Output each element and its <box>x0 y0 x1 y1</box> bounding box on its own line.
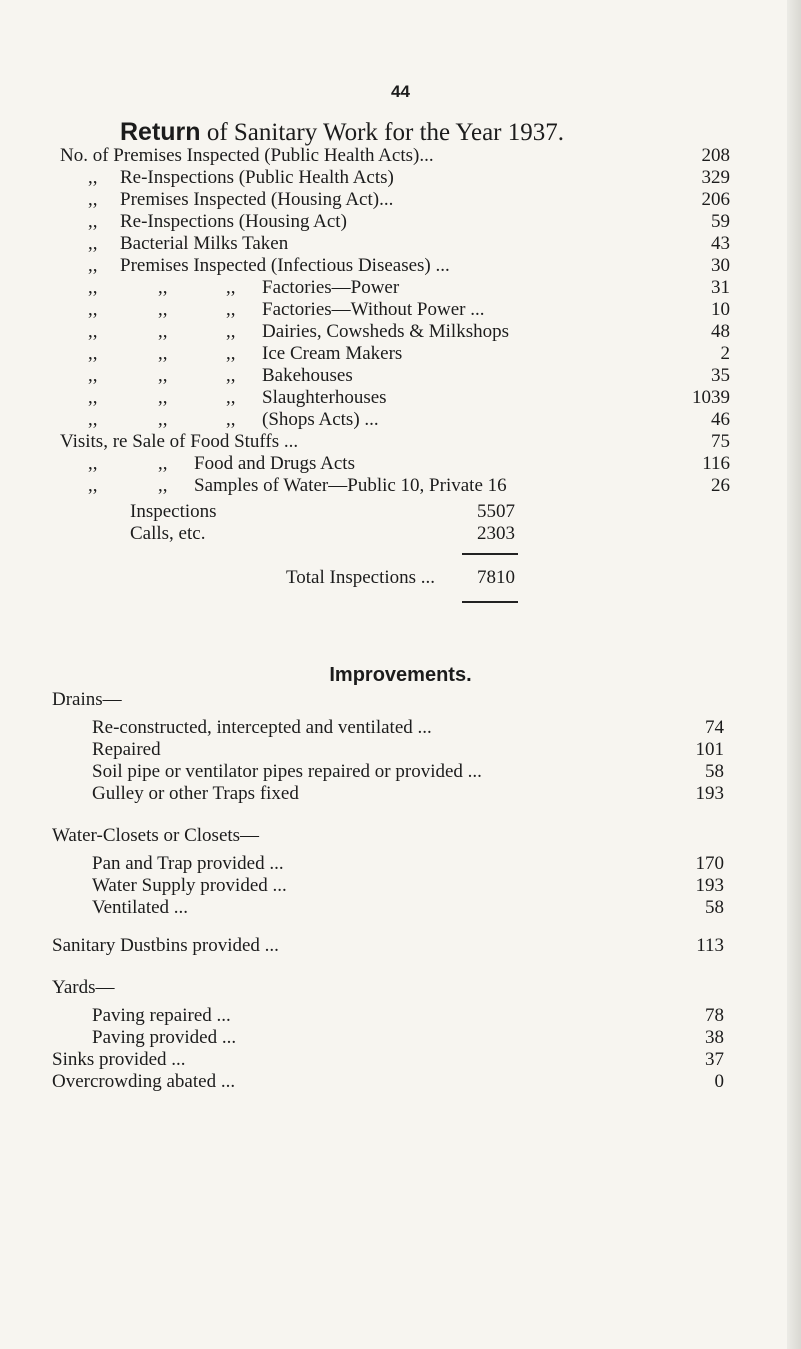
row-label: Ice Cream Makers <box>262 343 403 364</box>
item-label: Repaired <box>92 739 161 760</box>
table-row <box>60 167 730 189</box>
ditto-mark: ,, <box>88 321 98 342</box>
table-row <box>60 255 730 277</box>
table-row <box>60 343 730 365</box>
item-value: 58 <box>705 761 724 782</box>
ditto-mark: ,, <box>158 475 168 496</box>
total-row <box>286 567 515 589</box>
ditto-mark: ,, <box>158 409 168 430</box>
table-row <box>60 189 730 211</box>
ditto-mark: ,, <box>88 343 98 364</box>
item-label: Sinks provided ... <box>52 1049 186 1070</box>
item-value: 74 <box>705 717 724 738</box>
row-label: No. of Premises Inspected (Public Health Acts)... <box>60 145 434 166</box>
item-value: 101 <box>695 739 724 760</box>
row-value: 31 <box>711 277 730 298</box>
ditto-mark: ,, <box>158 321 168 342</box>
list-item <box>92 1027 724 1049</box>
total-rule <box>462 601 518 603</box>
ditto-mark: ,, <box>158 387 168 408</box>
row-value: 43 <box>711 233 730 254</box>
table-row <box>60 233 730 255</box>
ditto-mark: ,, <box>226 299 236 320</box>
item-value: 58 <box>705 897 724 918</box>
row-value: 46 <box>711 409 730 430</box>
list-item <box>92 853 724 875</box>
section-heading-yards: Yards— <box>52 977 115 998</box>
item-label: Overcrowding abated ... <box>52 1071 236 1092</box>
item-label: Sanitary Dustbins provided ... <box>52 935 279 956</box>
ditto-mark: ,, <box>88 475 98 496</box>
item-value: 193 <box>695 875 724 896</box>
total-value: 7810 <box>477 567 515 588</box>
item-value: 193 <box>695 783 724 804</box>
subtotal-value: 5507 <box>477 501 515 522</box>
ditto-mark: ,, <box>88 409 98 430</box>
item-value: 0 <box>714 1071 724 1092</box>
ditto-mark: ,, <box>88 167 98 188</box>
row-value: 10 <box>711 299 730 320</box>
item-value: 78 <box>705 1005 724 1026</box>
table-row <box>60 299 730 321</box>
table-row <box>60 321 730 343</box>
row-label: Factories—Power <box>262 277 400 298</box>
row-value: 48 <box>711 321 730 342</box>
ditto-mark: ,, <box>88 277 98 298</box>
table-row <box>60 409 730 431</box>
page-title <box>120 118 564 147</box>
title-part-2: of Sanitary Work for the Year 1937. <box>206 119 565 146</box>
list-item <box>52 1049 724 1071</box>
ditto-mark: ,, <box>88 365 98 386</box>
ditto-mark: ,, <box>226 365 236 386</box>
ditto-mark: ,, <box>88 233 98 254</box>
row-label: Samples of Water—Public 10, Private 16 <box>194 475 507 496</box>
row-value: 35 <box>711 365 730 386</box>
ditto-mark: ,, <box>226 343 236 364</box>
ditto-mark: ,, <box>88 189 98 210</box>
row-value: 2 <box>720 343 730 364</box>
subtotal-rule <box>462 553 518 555</box>
item-value: 170 <box>695 853 724 874</box>
row-label: Re-Inspections (Public Health Acts) <box>120 167 394 188</box>
subtotal-row <box>130 501 515 523</box>
row-value: 75 <box>711 431 730 452</box>
page-number: 44 <box>391 82 410 101</box>
ditto-mark: ,, <box>88 255 98 276</box>
subtotal-value: 2303 <box>477 523 515 544</box>
row-label: Bacterial Milks Taken <box>120 233 289 254</box>
item-label: Water Supply provided ... <box>92 875 287 896</box>
ditto-mark: ,, <box>158 277 168 298</box>
row-label: Food and Drugs Acts <box>194 453 355 474</box>
list-item <box>92 897 724 919</box>
section-heading-drains: Drains— <box>52 689 122 710</box>
table-row <box>60 387 730 409</box>
table-row <box>60 211 730 233</box>
row-label: Dairies, Cowsheds & Milkshops <box>262 321 509 342</box>
table-row <box>60 277 730 299</box>
ditto-mark: ,, <box>158 343 168 364</box>
table-row <box>60 431 730 453</box>
item-value: 37 <box>705 1049 724 1070</box>
row-label: (Shops Acts) ... <box>262 409 379 430</box>
row-value: 59 <box>711 211 730 232</box>
row-value: 116 <box>702 453 730 474</box>
list-item <box>92 875 724 897</box>
subtotal-label: Calls, etc. <box>130 523 206 544</box>
row-label: Slaughterhouses <box>262 387 387 408</box>
ditto-mark: ,, <box>226 321 236 342</box>
row-value: 1039 <box>692 387 730 408</box>
list-item <box>92 739 724 761</box>
list-item <box>92 761 724 783</box>
item-value: 113 <box>696 935 724 956</box>
item-label: Soil pipe or ventilator pipes repaired or provided ... <box>92 761 482 782</box>
item-label: Paving repaired ... <box>92 1005 231 1026</box>
improvements-heading: Improvements. <box>329 664 472 686</box>
row-value: 208 <box>701 145 730 166</box>
item-label: Ventilated ... <box>92 897 189 918</box>
row-value: 30 <box>711 255 730 276</box>
list-item <box>92 1005 724 1027</box>
row-label: Premises Inspected (Housing Act)... <box>120 189 394 210</box>
ditto-mark: ,, <box>158 299 168 320</box>
ditto-mark: ,, <box>158 365 168 386</box>
row-label: Re-Inspections (Housing Act) <box>120 211 347 232</box>
item-label: Re-constructed, intercepted and ventilated ... <box>92 717 432 738</box>
row-value: 206 <box>701 189 730 210</box>
table-row <box>60 365 730 387</box>
row-value: 26 <box>711 475 730 496</box>
list-item <box>92 783 724 805</box>
ditto-mark: ,, <box>88 211 98 232</box>
table-row <box>60 453 730 475</box>
list-item <box>52 935 724 957</box>
row-label: Visits, re Sale of Food Stuffs ... <box>60 431 299 452</box>
subtotal-label: Inspections <box>130 501 217 522</box>
ditto-mark: ,, <box>88 299 98 320</box>
item-value: 38 <box>705 1027 724 1048</box>
item-label: Gulley or other Traps fixed <box>92 783 299 804</box>
subtotal-row <box>130 523 515 545</box>
ditto-mark: ,, <box>226 387 236 408</box>
table-row <box>60 475 730 497</box>
row-value: 329 <box>701 167 730 188</box>
table-row <box>60 145 730 167</box>
row-label: Premises Inspected (Infectious Diseases) ... <box>120 255 450 276</box>
list-item <box>52 1071 724 1093</box>
item-label: Pan and Trap provided ... <box>92 853 284 874</box>
row-label: Factories—Without Power ... <box>262 299 485 320</box>
title-part-1: Return <box>120 118 201 146</box>
row-label: Bakehouses <box>262 365 353 386</box>
total-label: Total Inspections ... <box>286 567 436 588</box>
ditto-mark: ,, <box>226 409 236 430</box>
ditto-mark: ,, <box>88 387 98 408</box>
ditto-mark: ,, <box>226 277 236 298</box>
ditto-mark: ,, <box>158 453 168 474</box>
list-item <box>92 717 724 739</box>
ditto-mark: ,, <box>88 453 98 474</box>
item-label: Paving provided ... <box>92 1027 237 1048</box>
section-heading-water-closets: Water-Closets or Closets— <box>52 825 260 846</box>
